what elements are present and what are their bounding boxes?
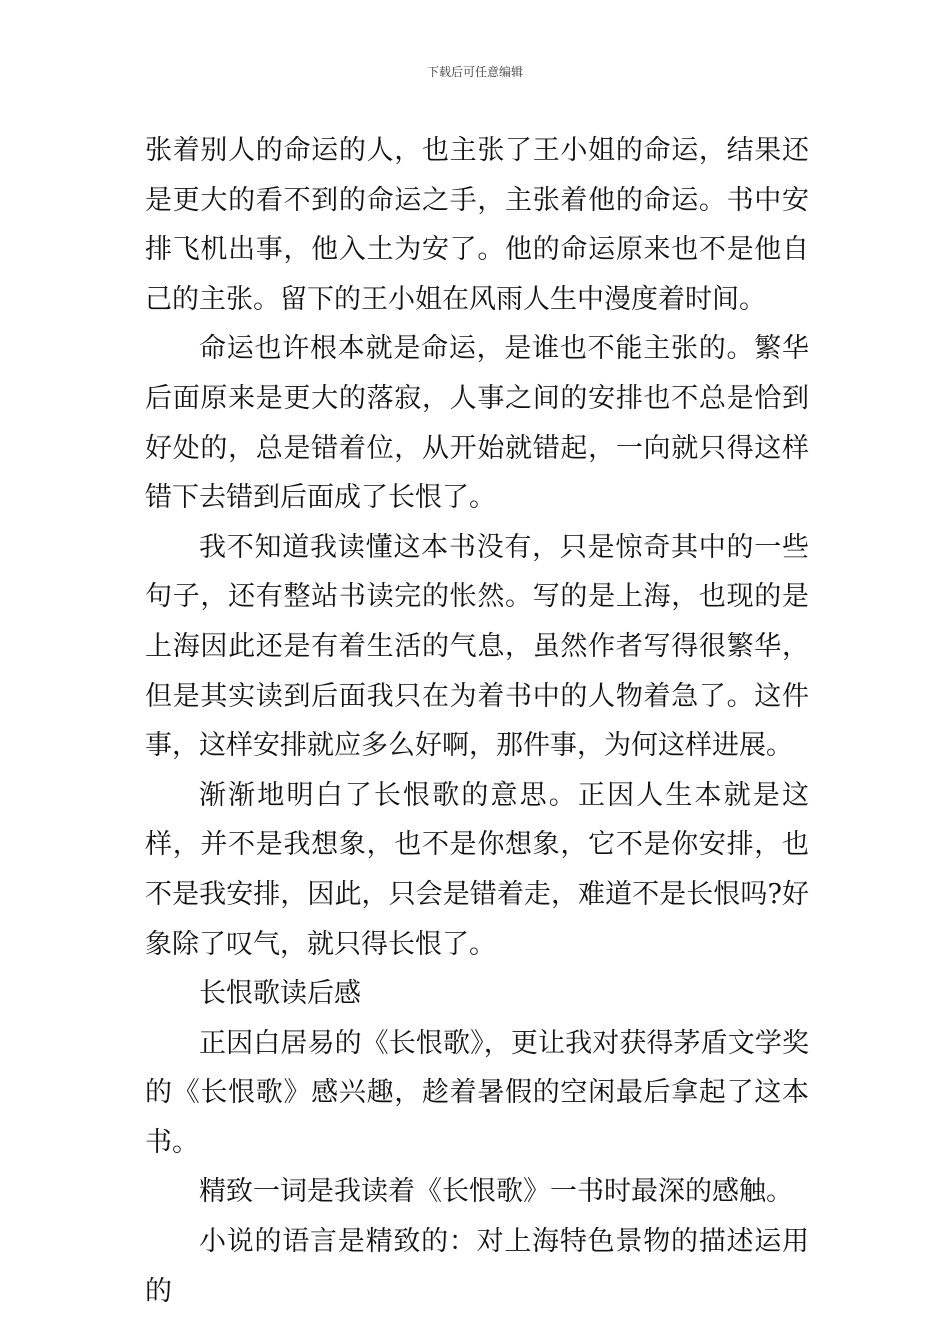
paragraph-5: 正因白居易的《长恨歌》，更让我对获得茅盾文学奖的《长恨歌》感兴趣，趁着暑假的空闲最后拿起了这本书。 [145,1027,809,1158]
page-header: 下载后可任意编辑 [426,65,523,79]
paragraph-2: 命运也许根本就是命运，是谁也不能主张的。繁华后面原来是更大的落寂，人事之间的安排也不总是恰到好处的，总是错着位，从开始就错起，一向就只得这样错下去错到后面成了长恨了。 [145,333,809,514]
paragraph-4: 渐渐地明白了长恨歌的意思。正因人生本就是这样，并不是我想象，也不是你想象，它不是你安排，也不是我安排，因此，只会是错着走，难道不是长恨吗?好象除了叹气，就只得长恨了。 [145,779,809,960]
paragraph-7: 小说的语言是精致的：对上海特色景物的描述运用的 [145,1226,809,1307]
paragraph-6: 精致一词是我读着《长恨歌》一书时最深的感触。 [199,1176,793,1208]
paragraph-3: 我不知道我读懂这本书没有，只是惊奇其中的一些句子，还有整站书读完的怅然。写的是上海，也现的是上海因此还是有着生活的气息，虽然作者写得很繁华，但是其实读到后面我只在为着书中的人物着急了。这件事，这样安排就应多么好啊，那件事，为何这样进展。 [145,531,809,762]
paragraph-1: 张着别人的命运的人，也主张了王小姐的命运，结果还是更大的看不到的命运之手，主张着他的命运。书中安排飞机出事，他入土为安了。他的命运原来也不是他自己的主张。留下的王小姐在风雨人生中漫度着时间。 [145,135,809,315]
section-heading: 长恨歌读后感 [199,978,361,1010]
document-body [145,126,809,1316]
